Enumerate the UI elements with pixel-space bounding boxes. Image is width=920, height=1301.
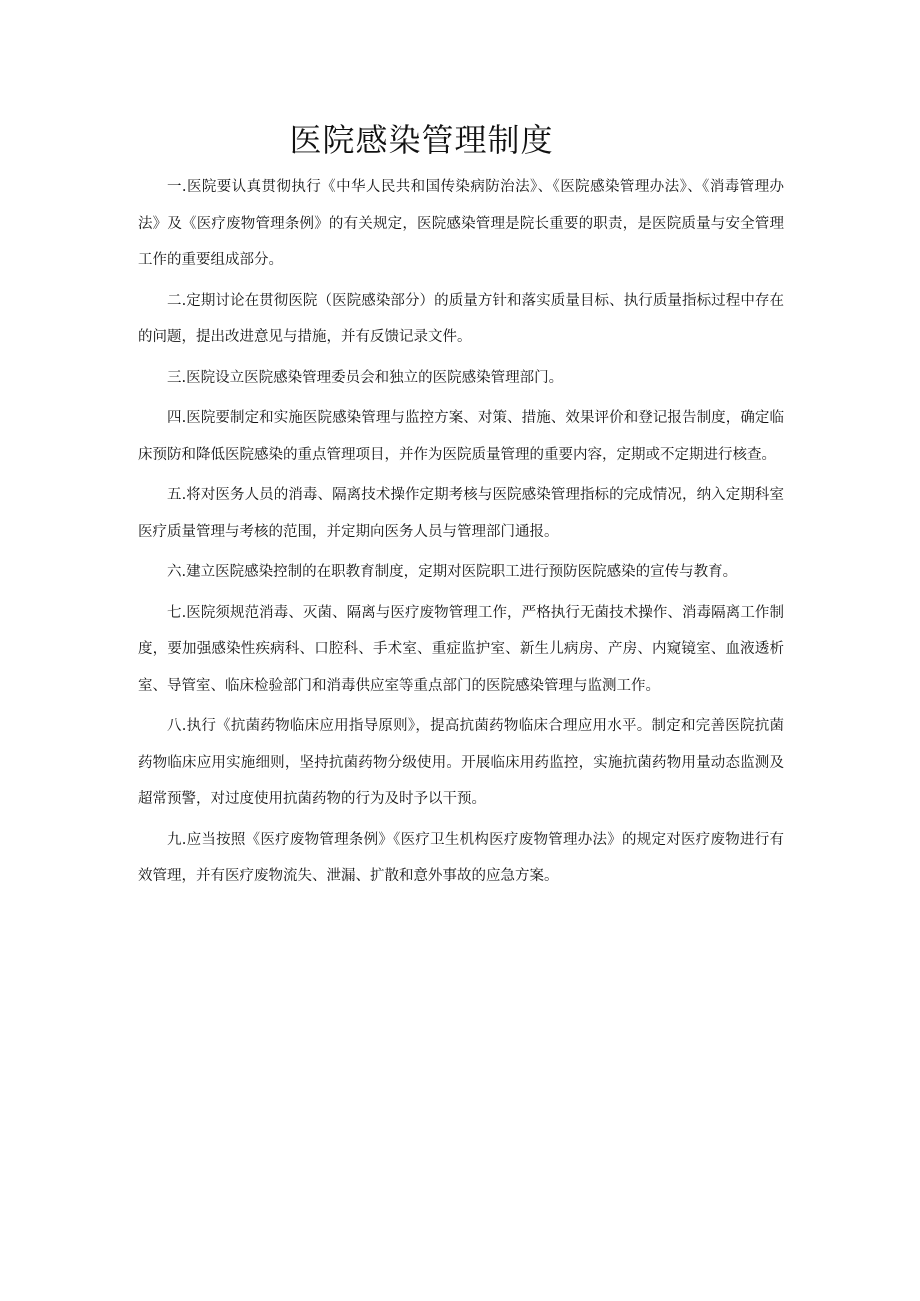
paragraph-4: 四.医院要制定和实施医院感染管理与监控方案、对策、措施、效果评价和登记报告制度，确定临床预防和降低医院感染的重点管理项目，并作为医院质量管理的重要内容，定期或不定期进行核查。: [138, 410, 784, 463]
paragraph-6: 六.建立医院感染控制的在职教育制度，定期对医院职工进行预防医院感染的宣传与教育。: [167, 564, 738, 580]
paragraph-2: 二.定期讨论在贯彻医院（医院感染部分）的质量方针和落实质量目标、执行质量指标过程中存在的问题，提出改进意见与措施，并有反馈记录文件。: [138, 292, 784, 345]
paragraph-8: 八.执行《抗菌药物临床应用指导原则》，提高抗菌药物临床合理应用水平。制定和完善医院抗菌药物临床应用实施细则，坚持抗菌药物分级使用。开展临床用药监控，实施抗菌药物用量动态监测及超常预警，对过度使用抗菌药物的行为及时予以干预。: [138, 718, 784, 807]
document-body: [138, 169, 784, 899]
paragraph-9: 九.应当按照《医疗废物管理条例》《医疗卫生机构医疗废物管理办法》的规定对医疗废物进行有效管理，并有医疗废物流失、泄漏、扩散和意外事故的应急方案。: [138, 831, 784, 884]
paragraph-1: 一.医院要认真贯彻执行《中华人民共和国传染病防治法》、《医院感染管理办法》、《消毒管理办法》及《医疗废物管理条例》的有关规定，医院感染管理是院长重要的职责，是医院质量与安全管理工作的重要组成部分。: [138, 179, 784, 268]
paragraph-3: 三.医院设立医院感染管理委员会和独立的医院感染管理部门。: [167, 369, 564, 386]
paragraph-7: 七.医院须规范消毒、灭菌、隔离与医疗废物管理工作，严格执行无菌技术操作、消毒隔离工作制度，要加强感染性疾病科、口腔科、手术室、重症监护室、新生儿病房、产房、内窥镜室、血液透析室、导管室、临床检验部门和消毒供应室等重点部门的医院感染管理与监测工作。: [138, 604, 784, 694]
document-title: 医院感染管理制度: [289, 121, 554, 159]
paragraph-5: 五.将对医务人员的消毒、隔离技术操作定期考核与医院感染管理指标的完成情况，纳入定期科室医疗质量管理与考核的范围，并定期向医务人员与管理部门通报。: [138, 487, 784, 540]
